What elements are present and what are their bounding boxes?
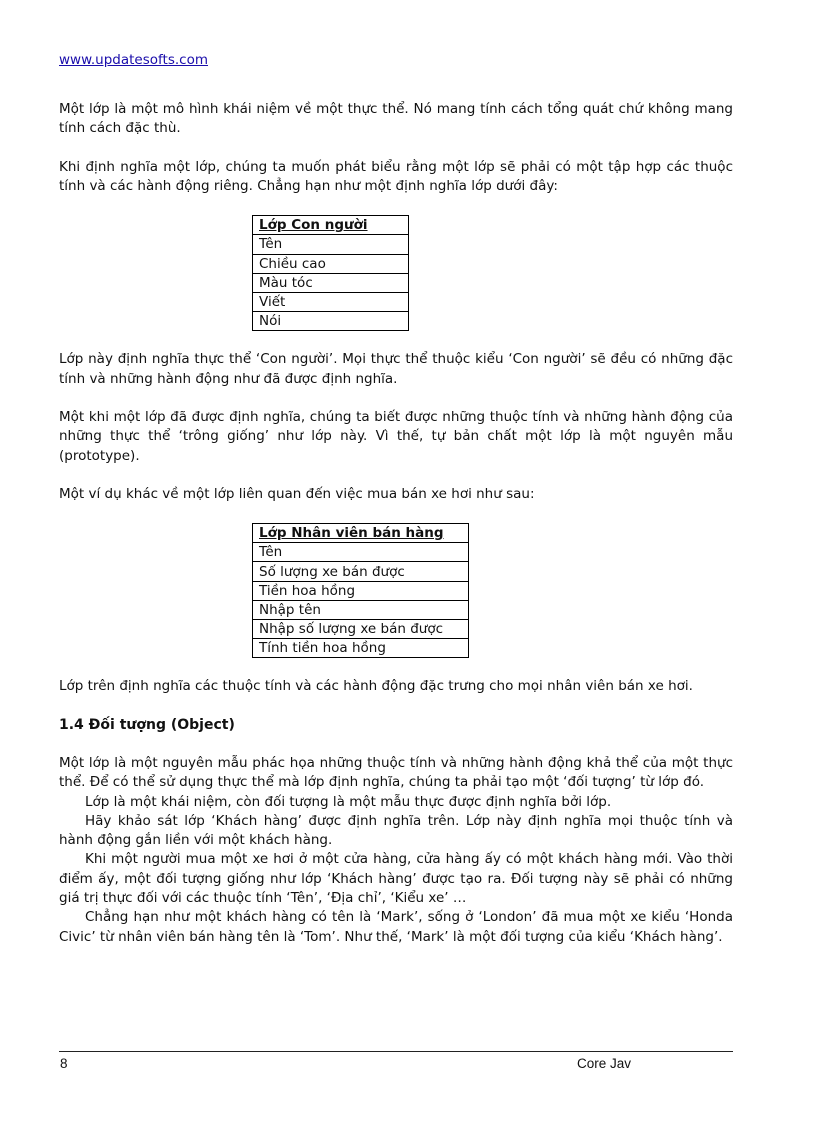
paragraph: Một khi một lớp đã được định nghĩa, chúng ta biết được những thuộc tính và những hành động của những thực thể ‘trông giống’ như lớp này. Vì thế, tự bản chất một lớp là một nguyên mẫu (prototype). [59,408,733,464]
table-row: Nhập số lượng xe bán được [253,620,469,639]
table-row: Tính tiền hoa hồng [253,639,469,658]
class-table-con-nguoi [252,215,409,331]
paragraph: Hãy khảo sát lớp ‘Khách hàng’ được định nghĩa trên. Lớp này định nghĩa mọi thuộc tính và hành động gắn liền với một khách hàng. [59,812,733,849]
table-row: Số lượng xe bán được [253,562,469,581]
table-row: Tên [253,235,409,254]
paragraph: Khi định nghĩa một lớp, chúng ta muốn phát biểu rằng một lớp sẽ phải có một tập hợp các thuộc tính và các hành động riêng. Chẳng hạn như một định nghĩa lớp dưới đây: [59,158,733,194]
table-row: Tiền hoa hồng [253,581,469,600]
paragraph: Một lớp là một nguyên mẫu phác họa những thuộc tính và những hành động khả thể của một thực thể. Để có thể sử dụng thực thể mà lớp định nghĩa, chúng ta phải tạo một ‘đối tượng’ từ lớp đó. [59,755,733,791]
paragraph: Lớp là một khái niệm, còn đối tượng là một mẫu thực được định nghĩa bởi lớp. [85,793,612,810]
header-link[interactable]: www.updatesofts.com [59,52,209,68]
paragraph: Lớp này định nghĩa thực thể ‘Con người’. Mọi thực thể thuộc kiểu ‘Con người’ sẽ đều có những đặc tính và những hành động như đã được định nghĩa. [59,351,733,387]
table-row: Chiều cao [253,254,409,273]
paragraph: Khi một người mua một xe hơi ở một cửa hàng, cửa hàng ấy có một khách hàng mới. Vào thời điểm ấy, một đối tượng giống như lớp ‘Khách hàng’ được tạo ra. Đối tượng này sẽ phải có những giá trị thực đối với các thuộc tính ‘Tên’, ‘Địa chỉ’, ‘Kiểu xe’ … [59,851,733,907]
class-table-nhan-vien [252,523,469,658]
table-row: Tên [253,543,469,562]
footer-divider [59,1051,733,1052]
paragraph: Một lớp là một mô hình khái niệm về một thực thể. Nó mang tính cách tổng quát chứ không mang tính cách đặc thù. [59,101,733,137]
footer-title: Core Jav [577,1056,632,1071]
paragraph: Lớp trên định nghĩa các thuộc tính và các hành động đặc trưng cho mọi nhân viên bán xe hơi. [59,678,693,695]
section-heading: 1.4 Đối tượng (Object) [59,716,235,733]
table-header: Lớp Nhân viên bán hàng [253,524,469,543]
paragraph: Chẳng hạn như một khách hàng có tên là ‘Mark’, sống ở ‘London’ đã mua một xe kiểu ‘Honda Civic’ từ nhân viên bán hàng tên là ‘Tom’. Như thế, ‘Mark’ là một đối tượng của kiểu ‘Khách hàng’. [59,909,733,945]
table-row: Nhập tên [253,600,469,619]
table-row: Nói [253,312,409,331]
page-content [59,100,733,947]
table-row: Màu tóc [253,273,409,292]
page-number: 8 [60,1056,68,1071]
paragraph: Một ví dụ khác về một lớp liên quan đến việc mua bán xe hơi như sau: [59,485,535,502]
table-row: Viết [253,292,409,311]
table-header: Lớp Con người [253,216,409,235]
